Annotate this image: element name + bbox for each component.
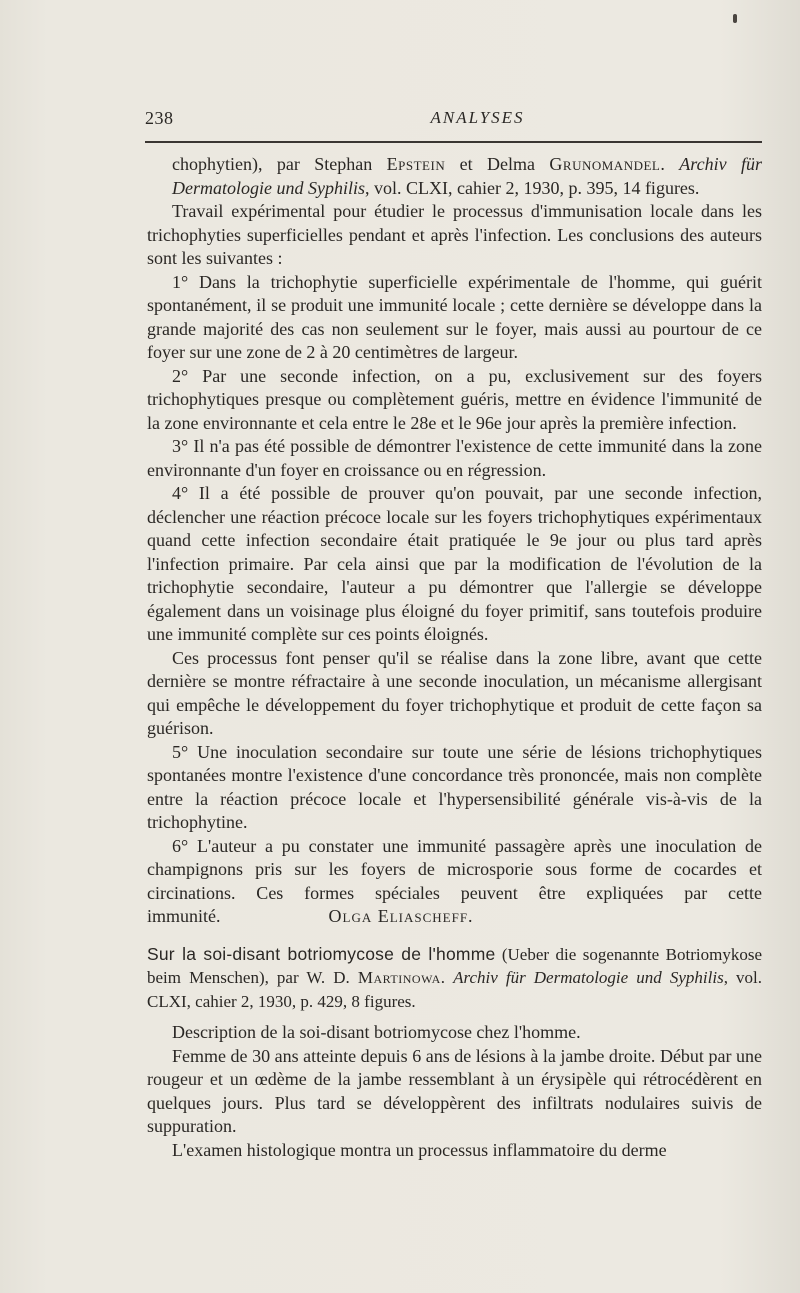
paragraph: Travail expérimental pour étudier le processus d'immunisation locale dans les trichophyties superficielles pendant et après l'infection. Les conclusions des auteurs sont les suivantes :: [147, 201, 762, 268]
paragraph: 1° Dans la trichophytie superficielle expérimentale de l'homme, qui guérit spontanément, il se produit une immunité locale ; cette dernière se développe dans la grande majorité des cas non seulement sur le foyer, mais aussi au pourtour de ce foyer sur une zone de 2 à 20 centimètres de largeur.: [147, 271, 762, 362]
citation-text: .: [660, 154, 680, 174]
paragraph: Description de la soi-disant botriomycose chez l'homme.: [172, 1022, 581, 1042]
paragraph: 3° Il n'a pas été possible de démontrer l'existence de cette immunité dans la zone environnante d'un foyer en croissance ou en régression.: [147, 436, 762, 480]
paragraph-with-signature: [147, 835, 762, 929]
page-body: [147, 153, 762, 1162]
paragraph: Femme de 30 ans atteinte depuis 6 ans de lésions à la jambe droite. Début par une rougeur et un œdème de la jambe ressemblant à un érysipèle qui rétrocédèrent en quelques jours. Plus tard se développèrent des infiltrats nodulaires suivis de suppuration.: [147, 1045, 762, 1136]
page-header: [145, 108, 760, 138]
paragraph-text: 6° L'auteur a pu constater une immunité passagère après une inoculation de champignons pris sur les foyers de microsporie sous forme de cocardes et circinations. Ces formes spéciales peuvent être expliquées par cette immunité.: [147, 835, 762, 926]
article2-heading: [147, 943, 762, 1014]
author-name: Martinowa: [357, 968, 441, 987]
article2-title: Sur la soi-disant botriomycose de l'homme: [147, 943, 496, 964]
citation-text: , vol. CLXI, cahier 2, 1930, p. 429, 8 figures.: [147, 968, 762, 1011]
citation-text: (Ueber die sogenannte Botriomykose beim Menschen), par W. D.: [147, 944, 762, 987]
article1-citation: [147, 153, 762, 200]
citation-text: , vol. CLXI, cahier 2, 1930, p. 395, 14 figures.: [364, 177, 700, 198]
running-head: ANALYSES: [430, 108, 525, 127]
header-rule: [145, 141, 762, 143]
paragraph: L'examen histologique montra un processus inflammatoire du derme: [172, 1139, 667, 1160]
citation-text: .: [440, 968, 454, 987]
author-name: Grunomandel: [549, 154, 661, 174]
journal-title: Archiv für Dermatologie und Syphilis: [172, 154, 762, 198]
citation-text: chophytien), par Stephan: [172, 154, 387, 174]
page-number: 238: [145, 108, 174, 128]
journal-title: Archiv für Dermatologie und Syphilis: [453, 968, 724, 987]
ink-mark: [733, 14, 737, 23]
citation-text: et Delma: [445, 154, 550, 174]
paragraph: 2° Par une seconde infection, on a pu, exclusivement sur des foyers trichophytiques presque ou complètement guéris, mettre en évidence l'immunité de la zone environnante et cela entre le 28e et le 96e jour après la première infection.: [147, 365, 762, 433]
signature: Olga Eliascheff.: [328, 906, 474, 926]
paragraph: Ces processus font penser qu'il se réalise dans la zone libre, avant que cette dernière se montre réfractaire à une seconde inoculation, un mécanisme allergisant qui empêche le développement du foyer trichophytique et produit de cette façon sa guérison.: [147, 647, 762, 738]
paragraph: 4° Il a été possible de prouver qu'on pouvait, par une seconde infection, déclencher une réaction précoce locale sur les foyers trichophytiques expérimentaux quand cette infection secondaire était pratiquée le 9e jour ou plus tard après l'infection primaire. Par cela ainsi que par la modification de l'évolution de la trichophytie secondaire, l'auteur a pu démontrer que l'allergie se développe également dans un voisinage plus éloigné du foyer primitif, sans toutefois produire une immunité complète sur ces points éloignés.: [147, 483, 762, 644]
author-name: Epstein: [386, 154, 446, 174]
paragraph: 5° Une inoculation secondaire sur toute une série de lésions trichophytiques spontanées montre l'existence d'une concordance très prononcée, mais non complète entre la réaction précoce locale et l'hypersensibilité générale vis-à-vis de la trichophytine.: [147, 741, 762, 832]
